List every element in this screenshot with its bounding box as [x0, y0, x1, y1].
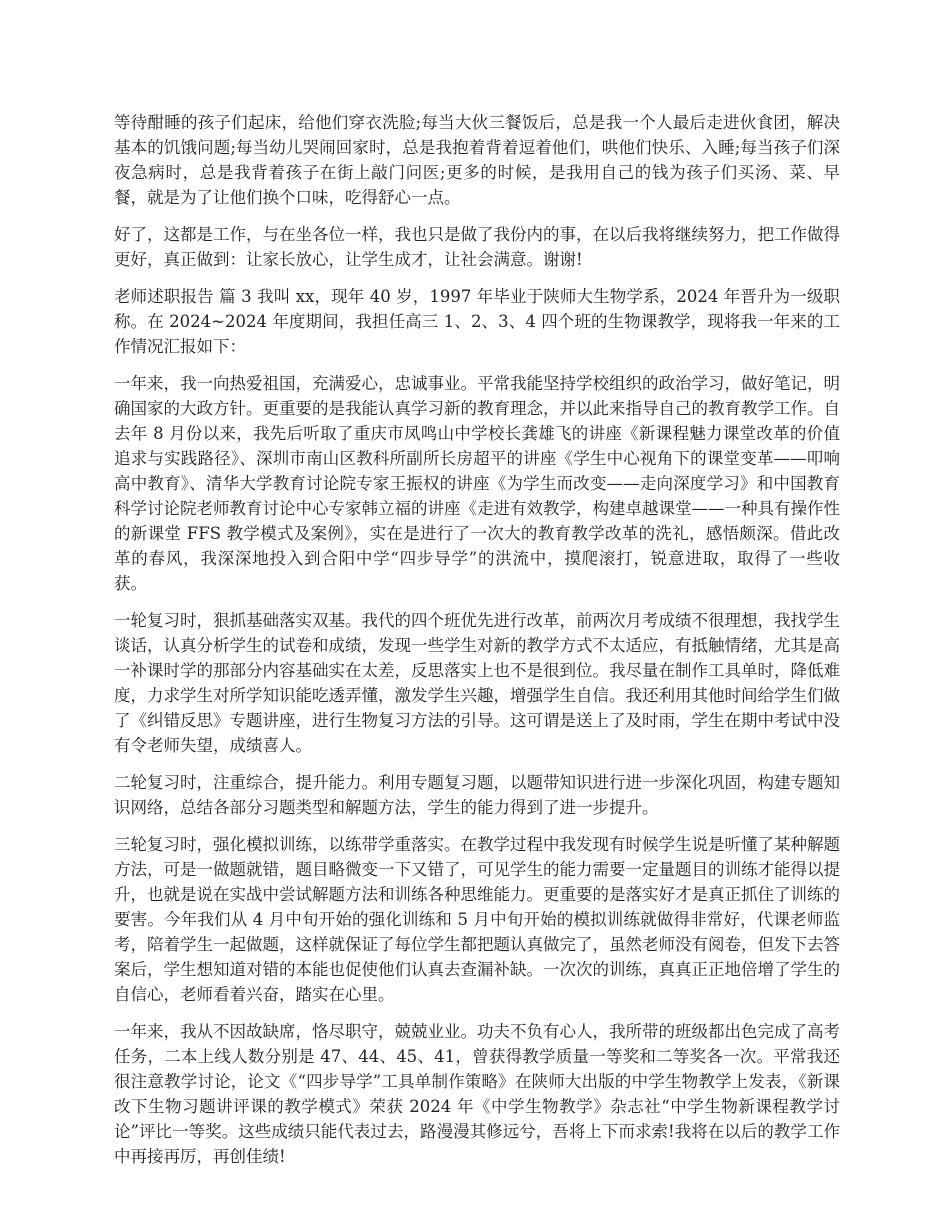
- document-body: [114, 110, 840, 1181]
- paragraph-third-review: 三轮复习时，强化模拟训练，以练带学重落实。在教学过程中我发现有时候学生说是听懂了某种解题方法，可是一做题就错，题目略微变一下又错了，可见学生的能力需要一定量题目的训练才能得以提升，也就是说在实战中尝试解题方法和训练各种思维能力。更重要的是落实好才是真正抓住了训练的要害。今年我们从 4 月中旬开始的强化训练和 5 月中旬开始的模拟训练就做得非常好，代课老师监考，陪着学生一起做题，这样就保证了每位学生都把题认真做完了，虽然老师没有阅卷，但发下去答案后，学生想知道对错的本能也促使他们认真去查漏补缺。一次次的训练，真真正正地倍增了学生的自信心，老师看着兴奋，踏实在心里。: [114, 835, 840, 1004]
- paragraph-second-review: 二轮复习时，注重综合，提升能力。利用专题复习题，以题带知识进行进一步深化巩固，构建专题知识网络，总结各部分习题类型和解题方法，学生的能力得到了进一步提升。: [114, 773, 840, 817]
- paragraph-first-review: 一轮复习时，狠抓基础落实双基。我代的四个班优先进行改革，前两次月考成绩不很理想，我找学生谈话，认真分析学生的试卷和成绩，发现一些学生对新的教学方式不太适应，有抵触情绪，尤其是高一补课时学的那部分内容基础实在太差，反思落实上也不是很到位。我尽量在制作工具单时，降低难度，力求学生对所学知识能吃透弄懂，激发学生兴趣，增强学生自信。我还利用其他时间给学生们做了《纠错反思》专题讲座，进行生物复习方法的引导。这可谓是送上了及时雨，学生在期中考试中没有令老师失望，成绩喜人。: [114, 611, 840, 755]
- paragraph-political-study: 一年来，我一向热爱祖国，充满爱心，忠诚事业。平常我能坚持学校组织的政治学习，做好笔记，明确国家的大政方针。更重要的是我能认真学习新的教育理念，并以此来指导自己的教育教学工作。自去年 8 月份以来，我先后听取了重庆市凤鸣山中学校长龚雄飞的讲座《新课程魅力课堂改革的价值追求与实践路径》、深圳市南山区教科所副所长房超平的讲座《学生中心视角下的课堂变革——叩响高中教育》、清华大学教育讨论院专家王振权的讲座《为学生而改变——走向深度学习》和中国教育科学讨论院老师教育讨论中心专家韩立福的讲座《走进有效教学，构建卓越课堂——一种具有操作性的新课堂 FFS 教学模式及案例》，实在是进行了一次大的教育教学改革的洗礼，感悟颇深。借此改革的春风，我深深地投入到合阳中学“四步导学”的洪流中，摸爬滚打，锐意进取，取得了一些收获。: [114, 374, 840, 593]
- paragraph-closing-thanks: 好了，这都是工作，与在坐各位一样，我也只是做了我份内的事，在以后我将继续努力，把工作做得更好，真正做到：让家长放心，让学生成才，让社会满意。谢谢!: [114, 225, 840, 269]
- paragraph-childcare-duties: 等待酣睡的孩子们起床，给他们穿衣洗脸;每当大伙三餐饭后，总是我一个人最后走进伙食团，解决基本的饥饿问题;每当幼儿哭闹回家时，总是我抱着背着逗着他们，哄他们快乐、入睡;每当孩子们深夜急病时，总是我背着孩子在街上敲门问医;更多的时候，是我用自己的钱为孩子们买汤、菜、早餐，就是为了让他们换个口味，吃得舒心一点。: [114, 113, 840, 207]
- paragraph-report-intro: 老师述职报告 篇 3 我叫 xx，现年 40 岁，1997 年毕业于陕师大生物学系，2024 年晋升为一级职称。在 2024~2024 年度期间，我担任高三 1、2、3、4 四个班的生物课教学，现将我一年来的工作情况汇报如下：: [114, 287, 840, 356]
- paragraph-achievements: 一年来，我从不因故缺席，恪尽职守，兢兢业业。功夫不负有心人，我所带的班级都出色完成了高考任务，二本上线人数分别是 47、44、45、41，曾获得教学质量一等奖和二等奖各一次。平常我还很注意教学讨论，论文《“四步导学”工具单制作策略》在陕师大出版的中学生物教学上发表，《新课改下生物习题讲评课的教学模式》荣获 2024 年《中学生物教学》杂志社“中学生物新课程教学讨论”评比一等奖。这些成绩只能代表过去，路漫漫其修远兮，吾将上下而求索!我将在以后的教学工作中再接再厉，再创佳绩!: [114, 1022, 840, 1166]
